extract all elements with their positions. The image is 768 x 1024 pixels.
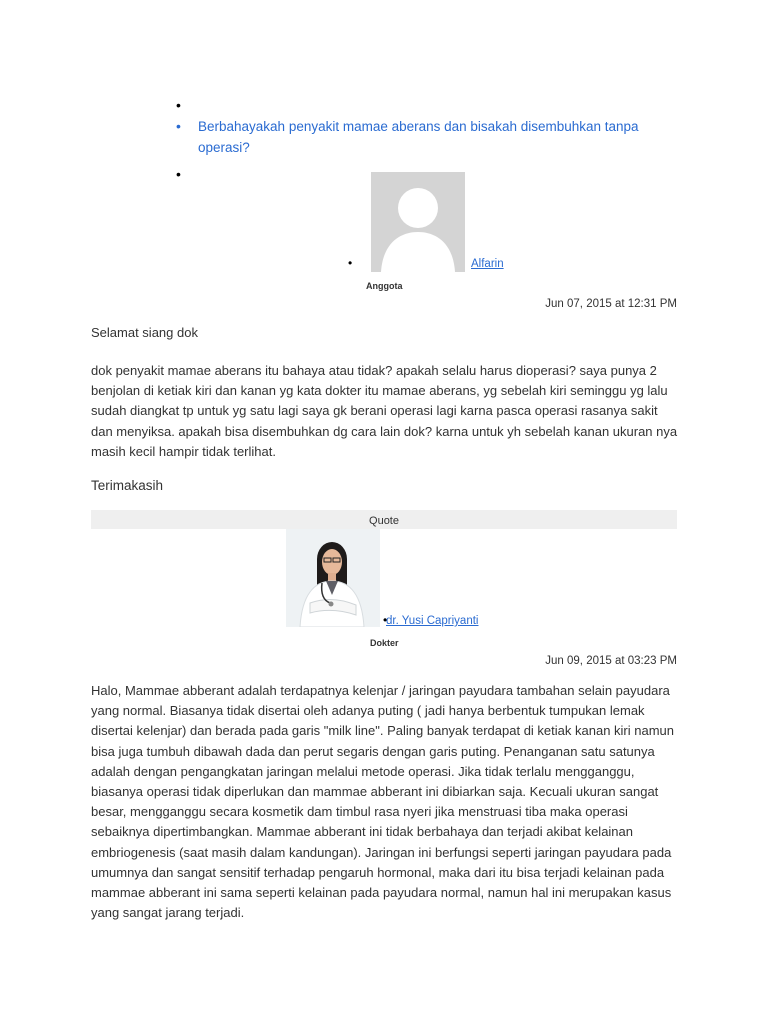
post-date: Jun 07, 2015 at 12:31 PM [545, 298, 677, 310]
default-avatar-icon[interactable] [371, 172, 465, 272]
author-role: Dokter [370, 638, 399, 648]
list-item [176, 116, 676, 158]
author-name-link[interactable]: Alfarin [471, 258, 504, 270]
post-body: Halo, Mammae abberant adalah terdapatnya kelenjar / jaringan payudara tambahan selain payudara yang normal. Biasanya tidak disertai oleh adanya puting ( jadi hanya berbentuk tumpukan lemak disertai kelenjar) dan berada pada garis "milk line". Paling banyak terdapat di ketiak kanan kiri namun bisa juga tumbuh dibawah dada dan perut segaris dengan garis puting. Penanganan satu satunya adalah dengan pengangkatan jaringan melalui metode operasi. Jika tidak terlalu mengganggu, biasanya operasi tidak diperlukan dan mammae abberant ini dibiarkan saja. Kecuali ukuran sangat besar, mengganggu secara kosmetik dam timbul rasa nyeri jika menstruasi tiba maka operasi sebaiknya dipertimbangkan. Mammae abberant ini tidak berbahaya dan terjadi akibat kelainan embriogenesis (saat masih dalam kandungan). Jaringan ini berfungsi seperti jaringan payudara pada umumnya dan sangat sensitif terhadap pengaruh hormonal, maka dari itu bisa terjadi kelainan pada mammae abberant ini sama seperti kelainan pada payudara normal, namun hal ini merupakan kasus yang sangat jarang terjadi. [91, 683, 675, 921]
doctor-avatar[interactable] [286, 529, 380, 627]
author-name-link[interactable]: dr. Yusi Capriyanti [386, 615, 479, 627]
post-greeting: Selamat siang dok [91, 325, 198, 340]
post-closing: Terimakasih [91, 478, 164, 493]
author-role: Anggota [366, 281, 403, 291]
quote-button[interactable]: Quote [91, 510, 677, 529]
post-body: dok penyakit mamae aberans itu bahaya atau tidak? apakah selalu harus dioperasi? saya punya 2 benjolan di ketiak kiri dan kanan yg kata dokter itu mamae aberans, yg sebelah kiri seminggu yg lalu sudah diangkat tp untuk yg satu lagi saya gk berani operasi lagi karna pasca operasi rasanya sakit dan menyiksa. apakah bisa disembuhkan dg cara lain dok? karna untuk yh sebelah kanan ukuran nya masih kecil hampir tidak terlihat. [91, 363, 678, 459]
list-item [176, 95, 676, 116]
topic-title-link[interactable]: Berbahayakah penyakit mamae aberans dan bisakah disembuhkan tanpa operasi? [198, 119, 639, 155]
post-date: Jun 09, 2015 at 03:23 PM [545, 655, 677, 667]
